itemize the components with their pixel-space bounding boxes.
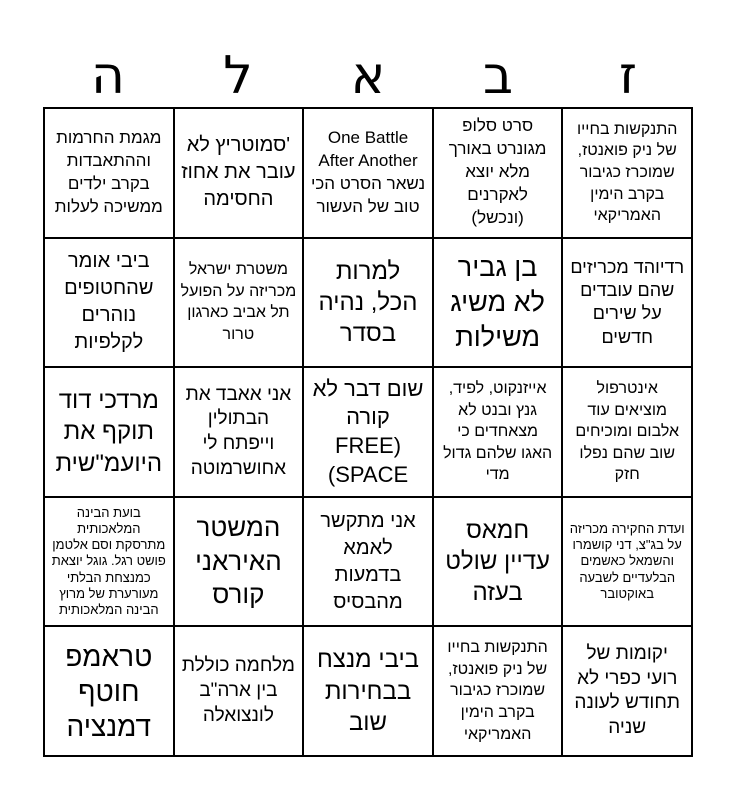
bingo-cell[interactable]: טראמפ חוטף דמנציה — [44, 626, 174, 756]
bingo-cell[interactable]: מגמת החרמות וההתאבדות בקרב ילדים ממשיכה לעלות — [44, 108, 174, 238]
header-letter-4: ל — [223, 46, 253, 106]
header-letter-5: ה — [91, 46, 125, 106]
bingo-grid — [43, 107, 693, 757]
bingo-cell[interactable]: המשטר האיראני קורס — [174, 497, 304, 627]
bingo-cell[interactable]: רדיוהד מכריזים שהם עובדים על שירים חדשים — [562, 238, 692, 368]
header-letter-2: ב — [482, 46, 514, 106]
bingo-cell[interactable]: מרדכי דוד תוקף את היועמ"שית — [44, 367, 174, 497]
bingo-cell[interactable]: ועדת החקירה מכריזה על בג"צ, דני קושמרו והשמאל כאשמים הבלעדיים לשבעה באוקטובר — [562, 497, 692, 627]
bingo-cell[interactable]: שום דבר לא קורה (FREE SPACE) — [303, 367, 433, 497]
bingo-header — [43, 46, 693, 106]
bingo-cell[interactable]: אני אאבד את הבתולין וייפתח לי אחושרמוטה — [174, 367, 304, 497]
bingo-cell[interactable]: למרות הכל, נהיה בסדר — [303, 238, 433, 368]
bingo-cell[interactable]: One Battle After Another נשאר הסרט הכי טוב של העשור — [303, 108, 433, 238]
bingo-cell[interactable]: סרט סלופ מגונרט באורך מלא יוצא לאקרנים (ונכשל) — [433, 108, 563, 238]
bingo-cell[interactable]: משטרת ישראל מכריזה על הפועל תל אביב כארגון טרור — [174, 238, 304, 368]
bingo-cell[interactable]: ביבי מנצח בבחירות שוב — [303, 626, 433, 756]
bingo-cell[interactable]: אינטרפול מוציאים עוד אלבום ומוכיחים שוב שהם נפלו חזק — [562, 367, 692, 497]
bingo-cell[interactable]: אייזנקוט, לפיד, גנץ ובנט לא מצאחדים כי האגו שלהם גדול מדי — [433, 367, 563, 497]
header-letter-3: א — [350, 46, 386, 106]
bingo-cell[interactable]: אני מתקשר לאמא בדמעות מהבסיס — [303, 497, 433, 627]
bingo-cell[interactable]: חמאס עדיין שולט בעזה — [433, 497, 563, 627]
bingo-cell[interactable]: התנקשות בחייו של ניק פואנטז, שמוכרז כגיבור בקרב הימין האמריקאי — [562, 108, 692, 238]
bingo-cell[interactable]: ביבי אומר שהחטופים נוהרים לקלפיות — [44, 238, 174, 368]
bingo-cell[interactable]: מלחמה כוללת בין ארה"ב לונצואלה — [174, 626, 304, 756]
bingo-cell[interactable]: 'סמוטריץ לא עובר את אחוז החסימה — [174, 108, 304, 238]
header-letter-1: ז — [618, 46, 637, 106]
bingo-cell[interactable]: התנקשות בחייו של ניק פואנטז, שמוכרז כגיבור בקרב הימין האמריקאי — [433, 626, 563, 756]
bingo-cell[interactable]: בן גביר לא משיג משילות — [433, 238, 563, 368]
bingo-cell[interactable]: יקומות של רועי כפרי לא תחודש לעונה שניה — [562, 626, 692, 756]
bingo-cell[interactable]: בועת הבינה המלאכותית מתרסקת וסם אלטמן פושט רגל. גוגל יוצאת כמנצחת הבלתי מעורערת של מרוץ הבינה המלאכותית — [44, 497, 174, 627]
